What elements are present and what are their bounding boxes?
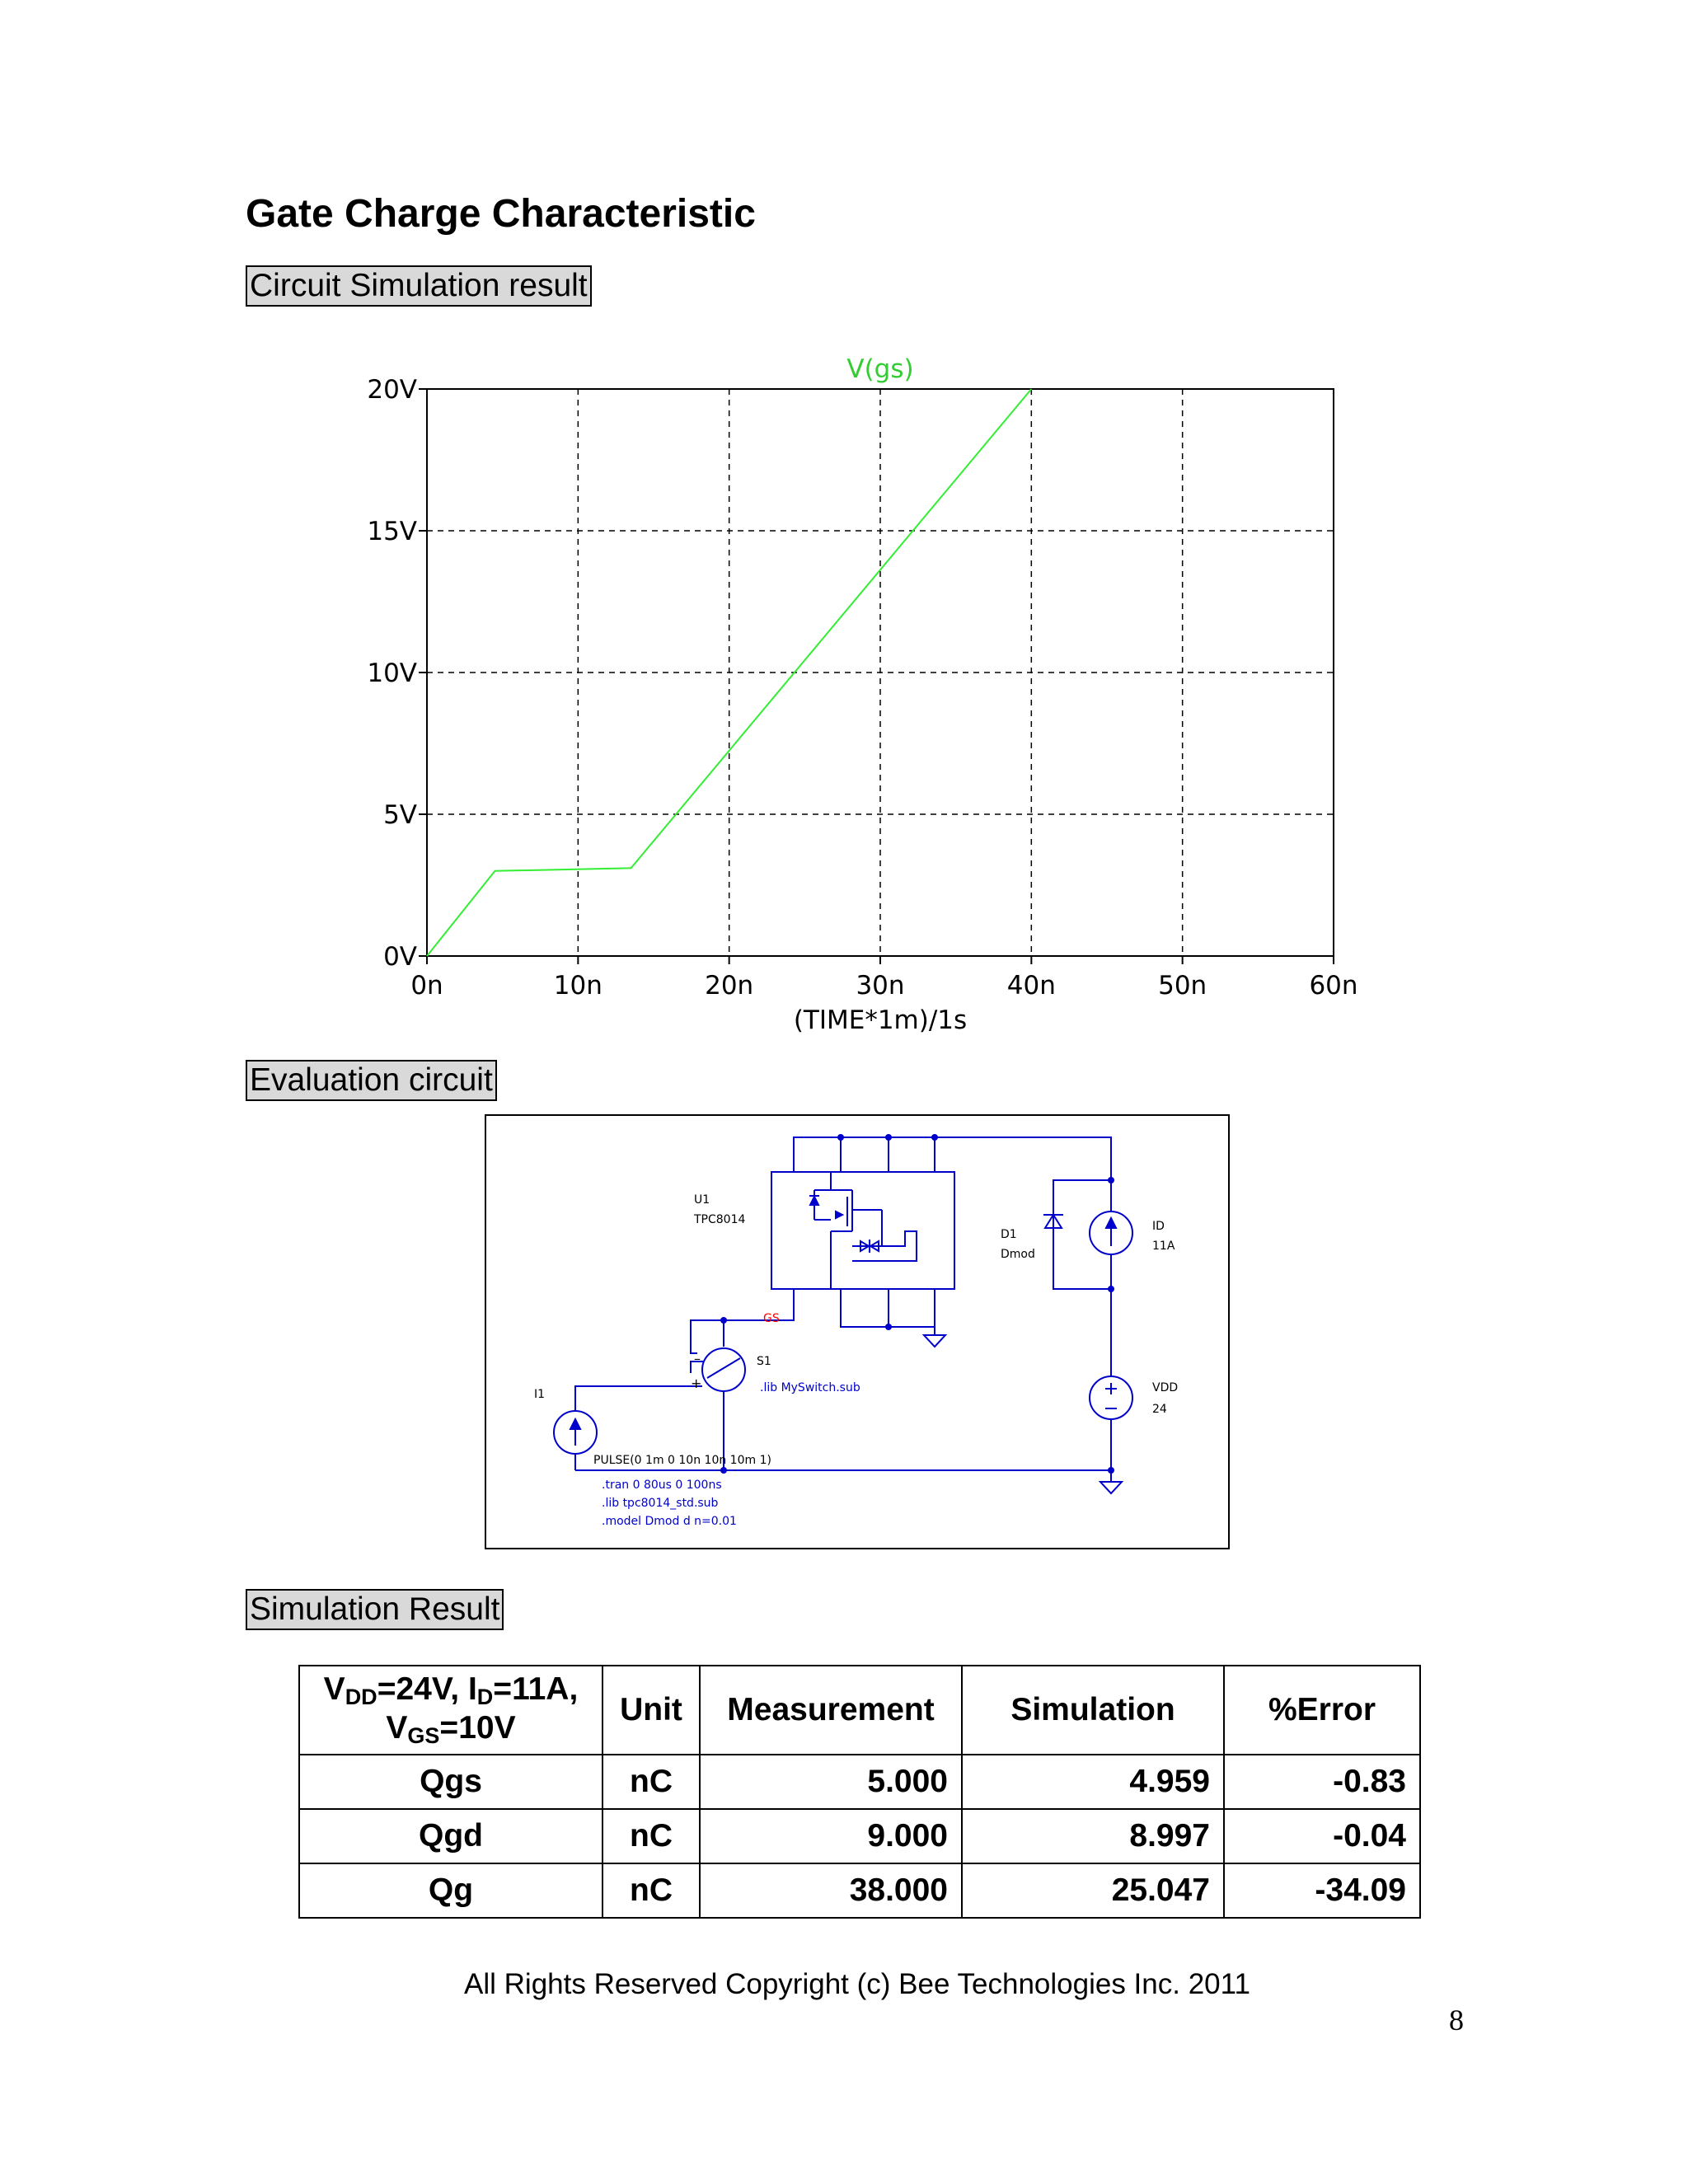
cell-param: Qg bbox=[299, 1863, 603, 1918]
cell-unit: nC bbox=[603, 1863, 700, 1918]
simulation-result-table bbox=[298, 1665, 1421, 1919]
cell-unit: nC bbox=[603, 1755, 700, 1809]
i1-name: I1 bbox=[534, 1388, 546, 1401]
header-simulation: Simulation bbox=[962, 1666, 1224, 1755]
vdd-value: 24 bbox=[1152, 1403, 1167, 1416]
y-tick-label: 10V bbox=[367, 658, 417, 688]
x-tick-label: 10n bbox=[553, 971, 603, 1001]
cell-error: -34.09 bbox=[1224, 1863, 1420, 1918]
cell-measurement: 5.000 bbox=[700, 1755, 962, 1809]
header-error: %Error bbox=[1224, 1666, 1420, 1755]
page-number: 8 bbox=[1449, 2004, 1464, 2036]
gate-charge-chart bbox=[313, 338, 1385, 1047]
y-tick-label: 15V bbox=[367, 517, 417, 546]
cell-param: Qgd bbox=[299, 1809, 603, 1863]
lib-directive: .lib tpc8014_std.sub bbox=[602, 1497, 719, 1510]
id-name: ID bbox=[1152, 1220, 1165, 1233]
page-title: Gate Charge Characteristic bbox=[246, 192, 756, 236]
header-unit: Unit bbox=[603, 1666, 700, 1755]
cell-error: -0.04 bbox=[1224, 1809, 1420, 1863]
s1-lib: .lib MySwitch.sub bbox=[760, 1381, 860, 1394]
model-directive: .model Dmod d n=0.01 bbox=[602, 1515, 737, 1528]
header-condition bbox=[299, 1666, 603, 1755]
y-tick-label: 5V bbox=[383, 800, 417, 830]
cell-error: -0.83 bbox=[1224, 1755, 1420, 1809]
cell-unit: nC bbox=[603, 1809, 700, 1863]
vdd-name: VDD bbox=[1152, 1381, 1179, 1394]
chart-title: V(gs) bbox=[846, 354, 914, 384]
gs-node-label: GS bbox=[763, 1312, 780, 1325]
cell-simulation: 8.997 bbox=[962, 1809, 1224, 1863]
table-row bbox=[299, 1863, 1420, 1918]
header-condition-line1: $V_{DD}=24V$, $I_D=11A$, bbox=[323, 1671, 579, 1709]
d1-model: Dmod bbox=[1001, 1248, 1035, 1261]
table-header-row bbox=[299, 1666, 1420, 1755]
pulse-spec: PULSE(0 1m 0 10n 10n 10m 1) bbox=[593, 1454, 771, 1467]
table-row bbox=[299, 1809, 1420, 1863]
u1-part: TPC8014 bbox=[694, 1213, 746, 1226]
evaluation-circuit-schematic bbox=[485, 1114, 1230, 1549]
y-tick-label: 0V bbox=[383, 942, 417, 972]
s1-name: S1 bbox=[757, 1355, 771, 1368]
id-value: 11A bbox=[1152, 1240, 1175, 1253]
section-label-evaluation-circuit: Evaluation circuit bbox=[246, 1060, 497, 1101]
s1-minus: – bbox=[694, 1351, 701, 1366]
x-axis-label: (TIME*1m)/1s bbox=[793, 1005, 968, 1035]
u1-name: U1 bbox=[694, 1193, 710, 1207]
x-tick-label: 30n bbox=[856, 971, 905, 1001]
x-tick-label: 60n bbox=[1309, 971, 1358, 1001]
cell-param: Qgs bbox=[299, 1755, 603, 1809]
schematic-frame bbox=[485, 1115, 1229, 1549]
x-tick-label: 0n bbox=[410, 971, 443, 1001]
tran-directive: .tran 0 80us 0 100ns bbox=[602, 1479, 722, 1492]
cell-simulation: 25.047 bbox=[962, 1863, 1224, 1918]
header-measurement: Measurement bbox=[700, 1666, 962, 1755]
x-tick-label: 40n bbox=[1006, 971, 1056, 1001]
x-tick-label: 20n bbox=[705, 971, 754, 1001]
cell-simulation: 4.959 bbox=[962, 1755, 1224, 1809]
cell-measurement: 38.000 bbox=[700, 1863, 962, 1918]
table-row bbox=[299, 1755, 1420, 1809]
s1-plus: + bbox=[691, 1376, 702, 1391]
d1-name: D1 bbox=[1001, 1228, 1017, 1241]
section-label-simulation-result: Simulation Result bbox=[246, 1589, 504, 1630]
y-tick-label: 20V bbox=[367, 375, 417, 405]
cell-measurement: 9.000 bbox=[700, 1809, 962, 1863]
section-label-circuit-simulation: Circuit Simulation result bbox=[246, 265, 592, 307]
copyright-footer: All Rights Reserved Copyright (c) Bee Technologies Inc. 2011 bbox=[464, 1968, 1250, 2000]
x-tick-label: 50n bbox=[1158, 971, 1207, 1001]
header-condition-line2: $V_{GS}=10V$ bbox=[386, 1710, 516, 1748]
